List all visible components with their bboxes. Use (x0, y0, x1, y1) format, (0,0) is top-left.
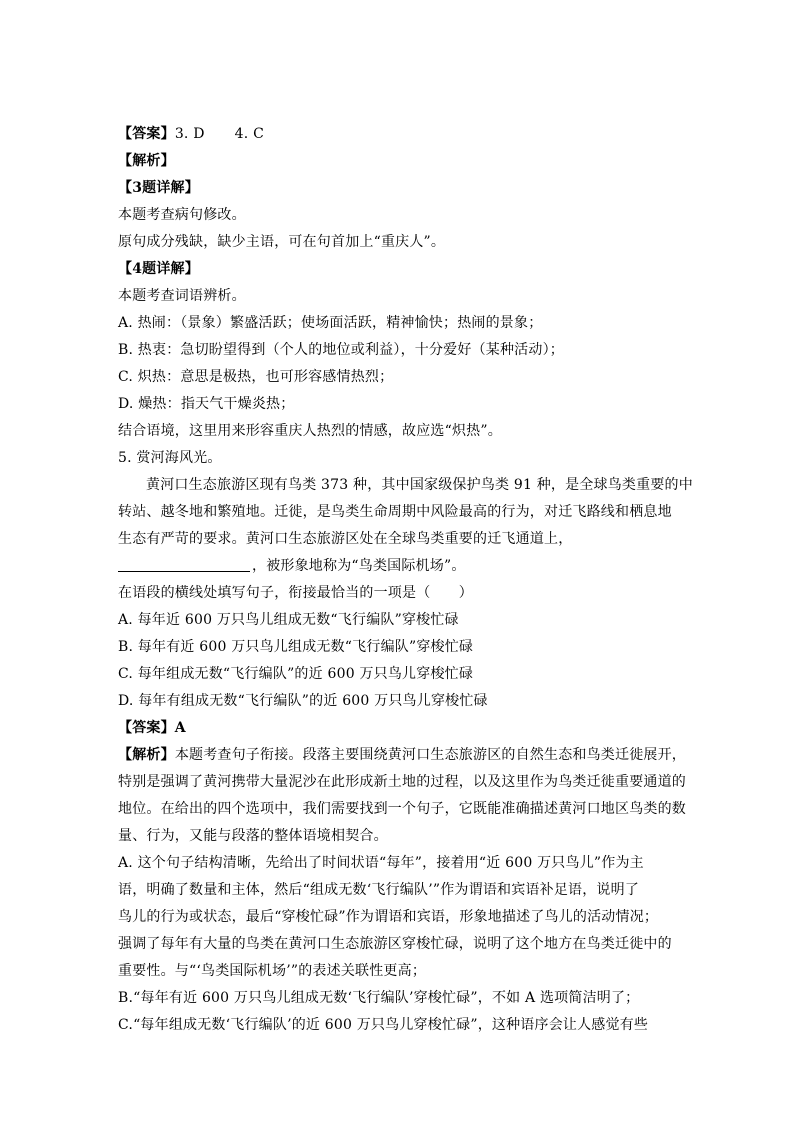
option-b: B. 每年有近 600 万只鸟儿组成无数“飞行编队”穿梭忙碌 (118, 639, 474, 655)
explanation-line-5: A. 这个句子结构清晰，先给出了时间状语“每年”，接着用“近 600 万只鸟儿”作为主 (118, 855, 644, 871)
q4-conclusion: 结合语境，这里用来形容重庆人热烈的情感，故应选“炽热”。 (118, 423, 502, 439)
answer-3: 3. D (174, 126, 205, 142)
explanation-line-1 (118, 745, 686, 765)
explanation-line-2: 特别是强调了黄河携带大量泥沙在此形成新土地的过程，以及这里作为鸟类迁徙重要通道的 (118, 774, 686, 790)
q4-option-b: B. 热衷：急切盼望得到（个人的地位或利益），十分爱好（某种活动）； (118, 342, 564, 358)
explanation-line-9: 重要性。与“‘鸟类国际机场’”的表述关联性更高； (118, 963, 427, 979)
answer-label: 【答案】 (118, 126, 175, 142)
q4-option-c: C. 炽热：意思是极热，也可形容感情热烈； (118, 369, 394, 385)
passage-line-2: 转站、越冬地和繁殖地。迁徙，是鸟类生命周期中风险最高的行为，对迁飞路线和栖息地 (118, 504, 672, 520)
q4-line-1: 本题考查词语辨析。 (118, 288, 246, 304)
q5-title: 5. 赏河海风光。 (118, 450, 222, 466)
option-c: C. 每年组成无数“飞行编队”的近 600 万只鸟儿穿梭忙碌 (118, 666, 474, 682)
passage-line-4 (118, 556, 466, 576)
option-d: D. 每年有组成无数“飞行编队”的近 600 万只鸟儿穿梭忙碌 (118, 693, 488, 709)
passage-line-3: 生态有严苛的要求。黄河口生态旅游区处在全球鸟类重要的迁飞通道上， (118, 531, 573, 547)
analysis-label: 【解析】 (118, 153, 175, 169)
answer-line-1 (118, 124, 264, 144)
explanation-line-10: B.“每年有近 600 万只鸟儿组成无数‘飞行编队’穿梭忙碌”，不如 A 选项简洁明了； (118, 990, 640, 1006)
explanation-label: 【解析】 (118, 747, 175, 763)
q4-option-d: D. 燥热：指天气干燥炎热； (118, 396, 295, 412)
answer-line-2: 【答案】A (118, 720, 186, 736)
q3-line-2: 原句成分残缺，缺少主语，可在句首加上“重庆人”。 (118, 234, 446, 250)
option-a: A. 每年近 600 万只鸟儿组成无数“飞行编队”穿梭忙碌 (118, 612, 459, 628)
passage-line-4-text: ，被形象地称为“鸟类国际机场”。 (252, 558, 466, 574)
explanation-line-4: 量、行为，又能与段落的整体语境相契合。 (118, 828, 388, 844)
q4-option-a: A. 热闹：（景象）繁盛活跃；使场面活跃，精神愉快；热闹的景象； (118, 315, 543, 331)
q3-detail-label: 【3题详解】 (118, 180, 199, 196)
answer-4: 4. C (234, 126, 264, 142)
fill-in-blank (118, 557, 250, 572)
explanation-line-11: C.“每年组成无数‘飞行编队’的近 600 万只鸟儿穿梭忙碌”，这种语序会让人感觉有些 (118, 1017, 649, 1033)
explanation-line-1-text: 本题考查句子衔接。段落主要围绕黄河口生态旅游区的自然生态和鸟类迁徙展开， (174, 747, 687, 763)
explanation-line-3: 地位。在给出的四个选项中，我们需要找到一个句子，它既能准确描述黄河口地区鸟类的数 (118, 801, 686, 817)
question-text: 在语段的横线处填写句子，衔接最恰当的一项是（ ） (118, 585, 473, 601)
explanation-line-7: 鸟儿的行为或状态，最后“穿梭忙碌”作为谓语和宾语，形象地描述了鸟儿的活动情况； (118, 909, 659, 925)
q3-line-1: 本题考查病句修改。 (118, 207, 246, 223)
explanation-line-6: 语，明确了数量和主体，然后“组成无数‘飞行编队’”作为谓语和宾语补足语，说明了 (118, 882, 640, 898)
passage-line-1: 黄河口生态旅游区现有鸟类 373 种，其中国家级保护鸟类 91 种，是全球鸟类重要的中 (146, 477, 693, 493)
q4-detail-label: 【4题详解】 (118, 261, 199, 277)
explanation-line-8: 强调了每年有大量的鸟类在黄河口生态旅游区穿梭忙碌，说明了这个地方在鸟类迁徙中的 (118, 936, 672, 952)
